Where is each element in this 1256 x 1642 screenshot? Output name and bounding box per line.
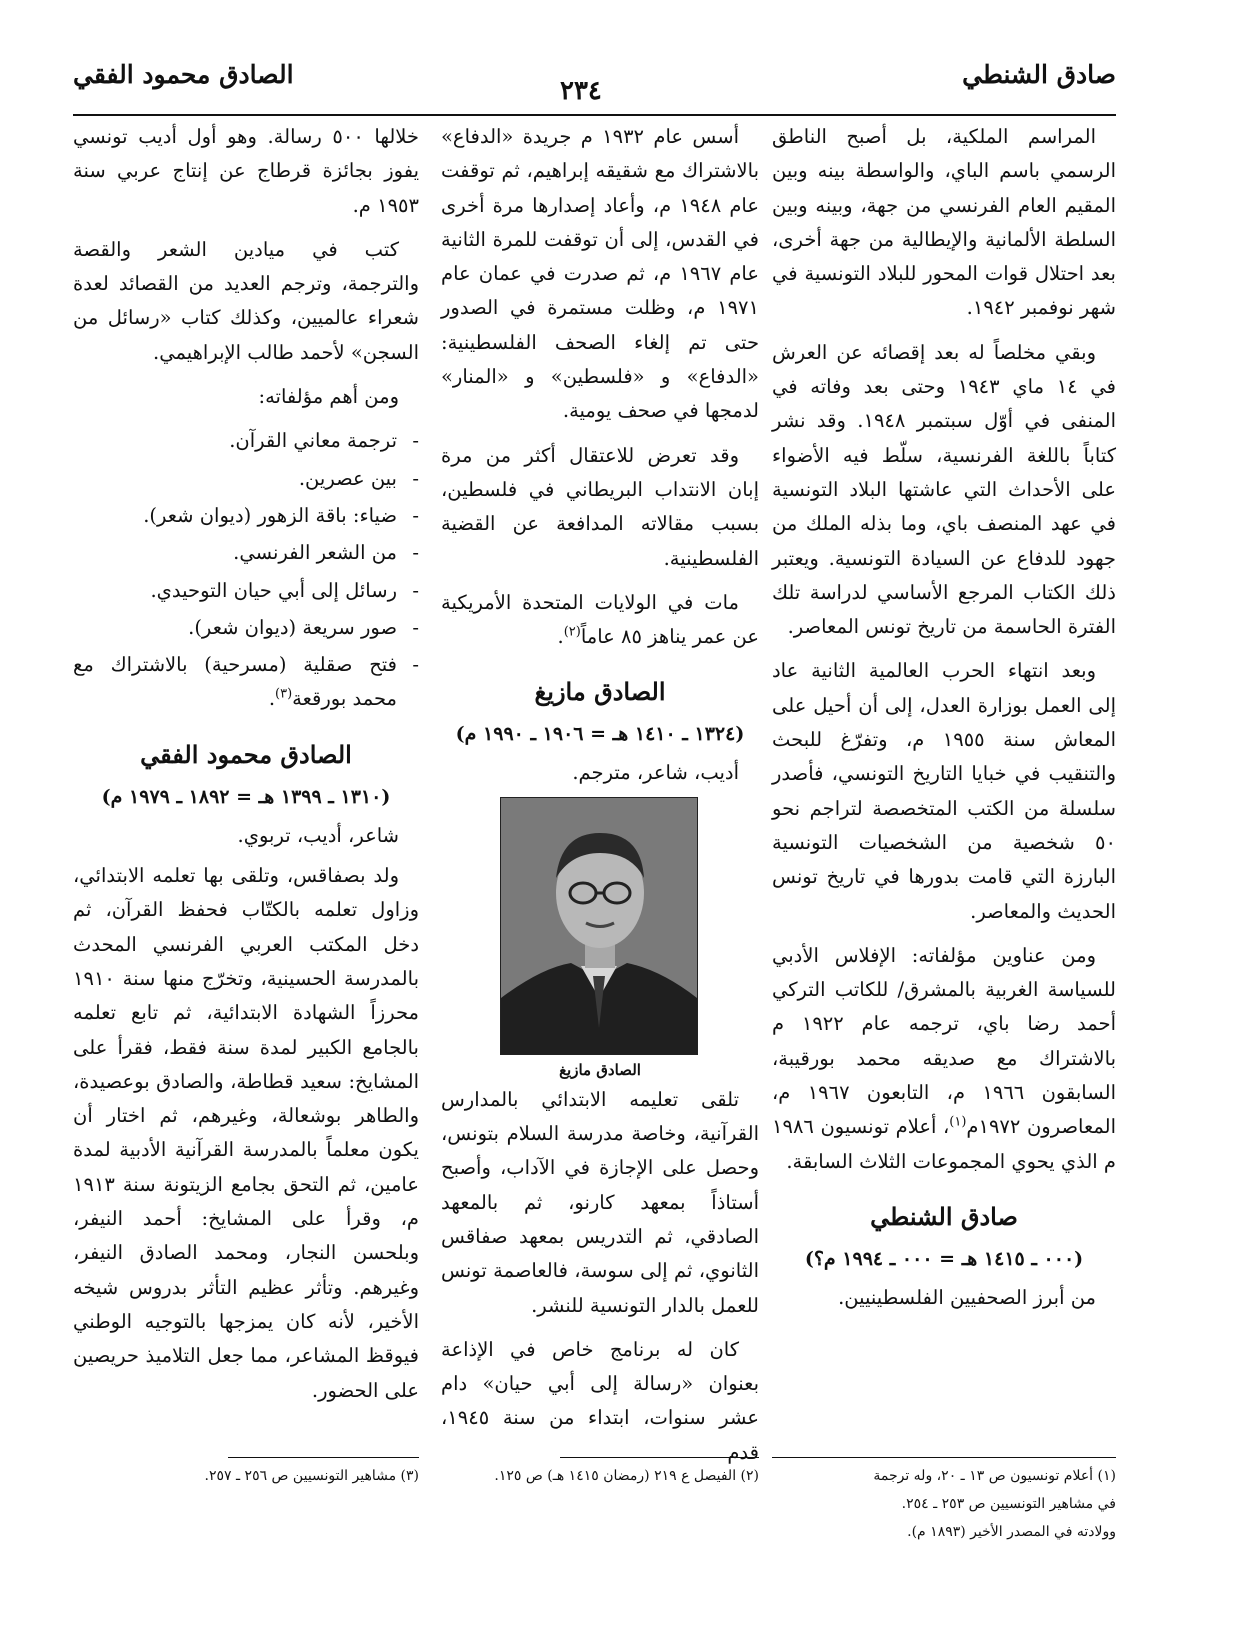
left-column — [73, 120, 419, 1418]
list-item: - فتح صقلية (مسرحية) بالاشتراك مع محمد بورقعة$^{(٣)}$. — [73, 648, 419, 717]
header-rule — [73, 114, 1116, 116]
paragraph: تلقى تعليمه الابتدائي بالمدارس القرآنية، وخاصة مدرسة السلام بتونس، وحصل على الإجازة في الآداب، وأصبح أستاذاً بمعهد كارنو، ثم بالمعهد الصادقي، ثم التدريس بمعهد صفاقس الثانوي، ثم إلى سوسة، فالعاصمة تونس للعمل بالدار التونسية للنشر. — [441, 1087, 759, 1317]
portrait-illustration — [501, 798, 697, 1054]
paragraph: خلالها ٥٠٠ رسالة. وهو أول أديب تونسي يفوز بجائزة قرطاج عن إنتاج عربي سنة ١٩٥٣ م. — [73, 125, 419, 217]
list-item: - ترجمة معاني القرآن. — [73, 424, 419, 458]
footnote-line: (٣) مشاهير التونسيين ص ٢٥٦ ـ ٢٥٧. — [204, 1468, 419, 1484]
list-item: - ضياء: باقة الزهور (ديوان شعر). — [73, 499, 419, 533]
paragraph: كان له برنامج خاص في الإذاعة بعنوان «رسالة إلى أبي حيان» دام عشر سنوات، ابتداء من سنة ١٩٤٥، قدم — [441, 1337, 759, 1464]
footnote-line: في مشاهير التونسيين ص ٢٥٣ ـ ٢٥٤. — [901, 1496, 1116, 1512]
entry-description: أديب، شاعر، مترجم. — [572, 761, 739, 785]
entry-dates: (١٣١٠ ـ ١٣٩٩ هـ = ١٨٩٢ ـ ١٩٧٩ م) — [101, 785, 391, 808]
footnote-ref: (٢) — [563, 624, 581, 640]
paragraph: وقد تعرض للاعتقال أكثر من مرة إبان الانتداب البريطاني في فلسطين، بسبب مقالاته المدافعة عن القضية الفلسطينية. — [441, 443, 759, 570]
right-column — [772, 120, 1116, 1321]
paragraph: ولد بصفاقس، وتلقى بها تعلمه الابتدائي، وزاول تعلمه بالكتّاب فحفظ القرآن، ثم دخل المكتب العربي الفرنسي المحدث بالمدرسة الحسينية، وتخرّج منها سنة ١٩١٠ محرزاً الشهادة الابتدائية، ثم تابع تعلمه بالجامع الكبير لمدة سنة فقط، فقرأ على المشايخ: سعيد قطاطة، والصادق بوعصيدة، والطاهر بوشعالة، وغيرهم، ثم اختار أن يكون معلماً بالمدرسة القرآنية الأدبية لمدة عامين، ثم التحق بجامع الزيتونة سنة ١٩١٣ م، وقرأ على المشايخ: أحمد النيفر، وبلحسن النجار، ومحمد الصادق النيفر، وغيرهم. وتأثر عظيم التأثر بدروس شيخه الأخير، لأنه كان يمزجها بالتوجيه الوطني فيوقظ المشاعر، مما جعل التلاميذ حريصين على الحضور. — [73, 864, 419, 1402]
footnote-rule — [560, 1457, 759, 1458]
list-item: - بين عصرين. — [73, 462, 419, 496]
footnote-line: وولادته في المصدر الأخير (١٨٩٣ م). — [907, 1524, 1116, 1540]
running-header-right: صادق الشنطي — [962, 60, 1116, 89]
footnote-line: (١) أعلام تونسيون ص ١٣ ـ ٢٠، وله ترجمة — [873, 1468, 1116, 1484]
entry-description: شاعر، أديب، تربوي. — [237, 823, 399, 847]
footnote-right — [772, 1462, 1116, 1546]
list-item: - صور سريعة (ديوان شعر). — [73, 611, 419, 645]
paragraph: كتب في ميادين الشعر والقصة والترجمة، وترجم العديد من القصائد لعدة شعراء عالميين، وكذلك كتاب «رسائل من السجن» لأحمد طالب الإبراهيمي. — [73, 237, 419, 364]
footnote-rule — [772, 1457, 1116, 1458]
paragraph: وبعد انتهاء الحرب العالمية الثانية عاد إلى العمل بوزارة العدل، إلى أن أحيل على المعاش سنة ١٩٥٥ م، وتفرّغ للبحث والتنقيب في خبايا التاريخ التونسي، فأصدر سلسلة من الكتب المتخصصة لتراجم نحو ٥٠ شخصية من الشخصيات التونسية البارزة التي قامت بدورها في تاريخ تونس الحديث والمعاصر. — [772, 659, 1116, 923]
footnote-rule — [228, 1457, 419, 1458]
works-list — [73, 424, 419, 716]
entry-dates: (١٣٢٤ ـ ١٤١٠ هـ = ١٩٠٦ ـ ١٩٩٠ م) — [455, 723, 745, 746]
photo-caption: الصادق مازيغ — [559, 1060, 641, 1079]
paragraph: مات في الولايات المتحدة الأمريكية عن عمر يناهز ٨٥ عاماً$^{(٢)}$. — [441, 590, 759, 649]
list-item: - رسائل إلى أبي حيان التوحيدي. — [73, 574, 419, 608]
entry-title: الصادق مازيغ — [534, 677, 666, 707]
footnote-line: (٢) الفيصل ع ٢١٩ (رمضان ١٤١٥ هـ) ص ١٢٥. — [494, 1468, 759, 1484]
works-intro: ومن أهم مؤلفاته: — [258, 385, 399, 409]
footnote-left — [73, 1462, 419, 1490]
entry-title: صادق الشنطي — [870, 1201, 1018, 1231]
page-number: ٢٣٤ — [560, 76, 602, 106]
paragraph: وبقي مخلصاً له بعد إقصائه عن العرش في ١٤ ماي ١٩٤٣ وحتى بعد وفاته في المنفى في أوّل سبتمبر ١٩٤٨. وقد نشر كتاباً باللغة الفرنسية، سلّط فيه الأضواء على الأحداث التي عاشتها البلاد التونسية في عهد المنصف باي، وما بذله الملك من جهود للدفاع عن السيادة التونسية. ويعتبر ذلك الكتاب المرجع الأساسي لدراسة تلك الفترة الحاسمة من تاريخ تونس المعاصر. — [772, 340, 1117, 639]
entry-title: الصادق محمود الفقي — [140, 739, 352, 769]
paragraph: المراسم الملكية، بل أصبح الناطق الرسمي باسم الباي، والواسطة بينه وبين المقيم العام الفرنسي من جهة، وبينه وبين السلطة الألمانية والإيطالية من جهة أخرى، بعد احتلال قوات المحور للبلاد التونسية في شهر نوفمبر ١٩٤٢. — [772, 125, 1116, 320]
list-item: - من الشعر الفرنسي. — [73, 536, 419, 570]
entry-dates: (٠٠٠ ـ ١٤١٥ هـ = ٠٠٠ ـ ١٩٩٤ م؟) — [804, 1247, 1084, 1270]
paragraph: ومن عناوين مؤلفاته: الإفلاس الأدبي للسياسة الغربية بالمشرق/ للكاتب التركي أحمد رضا باي، ترجمه عام ١٩٢٢ م بالاشتراك مع صديقه محمد بورقيبة، السابقون ١٩٦٦ م، التابعون ١٩٦٧ م، المعاصرون ١٩٧٢م$^{(١)}$، أعلام تونسيون ١٩٨٦ م الذي يحوي المجموعات الثلاث السابقة. — [772, 943, 1116, 1173]
footnote-middle — [441, 1462, 759, 1490]
running-header-left: الصادق محمود الفقي — [73, 60, 294, 89]
footnote-ref: (٣) — [275, 686, 293, 702]
paragraph: أسس عام ١٩٣٢ م جريدة «الدفاع» بالاشتراك مع شقيقه إبراهيم، ثم توقفت عام ١٩٤٨ م، وأعاد إصدارها مرة أخرى في القدس، إلى أن توقفت للمرة الثانية عام ١٩٦٧ م، ثم صدرت في عمان عام ١٩٧١ م، وظلت مستمرة في الصدور حتى تم إلغاء الصحف الفلسطينية: «الدفاع» و «فلسطين» و «المنار» لدمجها في صحف يومية. — [441, 125, 759, 423]
footnote-ref: (١) — [949, 1114, 967, 1130]
middle-column — [441, 120, 759, 1480]
portrait-figure — [502, 797, 698, 1079]
entry-description: من أبرز الصحفيين الفلسطينيين. — [838, 1285, 1096, 1309]
portrait-photo — [500, 797, 698, 1055]
